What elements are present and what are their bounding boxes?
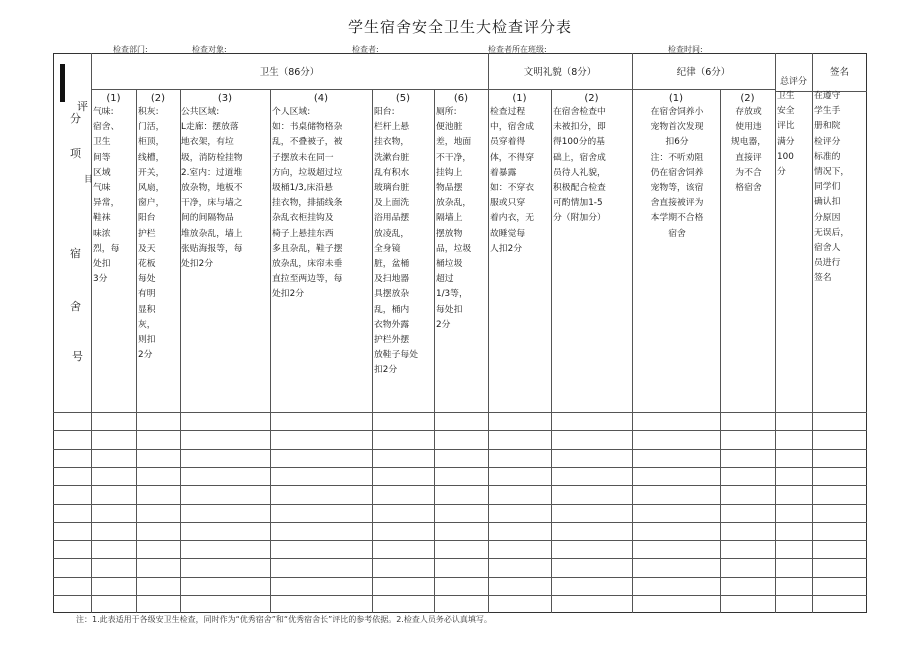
- info-inspector-class: 检查者所在班级:: [488, 45, 547, 54]
- col-num: (2): [740, 93, 755, 104]
- col-num: (6): [453, 93, 469, 104]
- col-divider: [632, 53, 633, 613]
- header-discipline: 纪律（6分）: [676, 67, 731, 78]
- col-divider: [775, 53, 776, 613]
- criteria-dress: 检查过程 中，宿舍成 员穿着得 体，不得穿 着暴露 如：不穿衣 服或只穿 着内衣，无 故睡觉每 人扣2分: [490, 107, 534, 254]
- header-total: 总评分: [779, 77, 807, 87]
- page-title: 学生宿舍安全卫生大检查评分表: [347, 18, 572, 36]
- side-label-su: 宿: [70, 247, 81, 260]
- footnote: 注：1.此表适用于各级安卫生检查，同时作为“优秀宿舍”和“优秀宿舍长”评比的参考依据。2.检查人员务必认真填写。: [76, 615, 492, 624]
- col-divider: [488, 53, 489, 613]
- table-row-line: [53, 449, 867, 450]
- table-row-line: [53, 412, 867, 413]
- signature-note: 在遵守 学生手 册和院 检评分 标准的 情况下， 同学们 确认扣 分原因 无误后， 宿舍人 员进行 签名: [814, 91, 850, 284]
- criteria-toilet: 厕所: 便池脏 差，地面 不干净， 挂钩上 物品摆 放杂乱， 隔墙上 摆放物 品，垃圾 桶垃圾 超过 1/3等， 每处扣 2分: [436, 107, 472, 330]
- col-divider: [551, 89, 552, 613]
- col-divider: [434, 89, 435, 613]
- col-divider: [720, 89, 721, 613]
- table-row-line: [53, 504, 867, 505]
- col-num: (2): [150, 93, 166, 104]
- table-row-line: [53, 540, 867, 541]
- table-row-line: [53, 595, 867, 596]
- criteria-dust: 积灰: 门活， 柜顶， 线槽， 开关， 风扇， 窗户， 阳台 护栏 及天 花板 每处 有明 显积 灰， 则扣 2分: [138, 107, 165, 361]
- info-object: 检查对象:: [192, 45, 227, 54]
- criteria-personal-area: 个人区域: 如：书桌储物格杂 乱，不叠被子，被 子摆放未在同一 方向，垃圾超过垃 圾桶1/3,床沿悬 挂衣物，排插线条 杂乱衣柜挂钩及 椅子上悬挂东西 多且杂乱，鞋子摆 放杂乱，床帘未垂 直拉至两边等，每 处扣2分: [272, 107, 343, 300]
- col-divider: [136, 89, 137, 613]
- side-label-ping: 评: [77, 100, 88, 113]
- table-row-line: [53, 522, 867, 523]
- header-divider: [91, 89, 775, 90]
- info-dept: 检查部门:: [113, 45, 148, 54]
- side-label-xiang: 项: [70, 147, 81, 160]
- total-score-note: 卫生 安全 评比 满分 100 分: [777, 91, 795, 178]
- table-row-line: [53, 577, 867, 578]
- header-hygiene: 卫生（86分）: [259, 67, 320, 78]
- criteria-odor: 气味: 宿舍、 卫生 间等 区域 气味 异常， 鞋袜 味浓 烈，每 处扣 3分: [93, 107, 120, 285]
- col-num: (4): [313, 93, 329, 104]
- col-divider: [270, 89, 271, 613]
- side-label-hao: 号: [72, 350, 83, 363]
- col-num: (1): [668, 93, 684, 104]
- criteria-public-area: 公共区域: L走廊：摆放落 地衣架，有垃 圾，消防栓挂物 2.室内：过道堆 放杂物，地板不 干净，床与墙之 间的间隔物品 堆放杂乱，墙上 张贴海报等，每 处扣2分: [181, 107, 243, 270]
- col-num: (2): [584, 93, 599, 104]
- col-num: (1): [512, 93, 527, 104]
- col-divider: [91, 53, 92, 613]
- table-row-line: [53, 558, 867, 559]
- header-signature: 签名: [829, 67, 849, 78]
- col-num: (1): [106, 93, 121, 104]
- table-row-line: [53, 485, 867, 486]
- header-civility: 文明礼貌（8分）: [523, 67, 597, 78]
- col-divider: [812, 53, 813, 613]
- table-row-line: [53, 467, 867, 468]
- col-num: (3): [217, 93, 233, 104]
- table-row-line: [53, 430, 867, 431]
- criteria-pets: 在宿舍饲养小 宠物首次发现 扣6分 注：不听劝阻 仍在宿舍饲养 宠物等，该宿 舍直接被评为 本学期不合格 宿舍: [650, 107, 704, 239]
- col-num: (5): [395, 93, 411, 104]
- criteria-balcony: 阳台: 栏杆上悬 挂衣物， 洗漱台脏 乱有积水 玻璃台脏 及上面洗 浴用品摆 放凌乱， 全身镜 脏，盆桶 及扫地器 具摆放杂 乱，桶内 衣物外露 护栏外摆 放鞋子每处 扣2分: [374, 107, 418, 376]
- col-divider: [372, 89, 373, 613]
- info-time: 检查时间:: [668, 45, 703, 54]
- criteria-courtesy: 在宿舍检查中 未被扣分，即 得100分的基 础上，宿舍成 员待人礼貌， 积极配合检查 可酌情加1-5 分（附加分）: [553, 107, 606, 224]
- info-inspector: 检查者:: [352, 45, 379, 54]
- marker-bar: [60, 64, 65, 102]
- side-label-fen: 分: [70, 112, 81, 125]
- side-label-mu: 目: [84, 175, 94, 185]
- side-label-she: 舍: [70, 300, 81, 313]
- criteria-appliances: 存放或 使用违 规电器， 直接评 为不合 格宿舍: [730, 107, 767, 194]
